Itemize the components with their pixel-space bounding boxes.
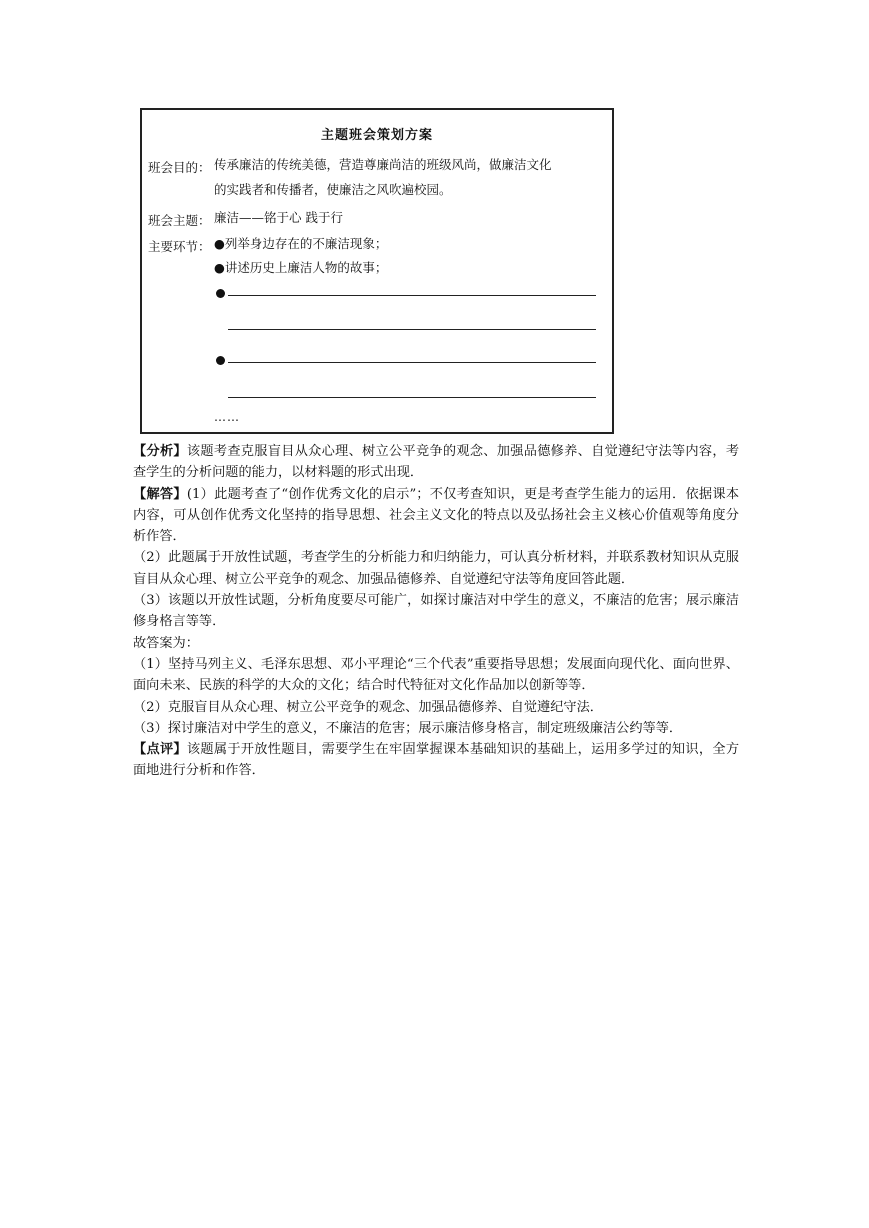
blank-line-1 <box>228 295 596 296</box>
theme-label: 班会主题： <box>148 213 211 228</box>
purpose-line-1: 传承廉洁的传统美德，营造尊廉尚洁的班级风尚，做廉洁文化 <box>214 157 552 172</box>
comment-tag: 【点评】 <box>133 742 187 758</box>
solution-part-1: (1）此题考查了“创作优秀文化的启示”；不仅考查知识，更是考查学生能力的运用．依据课本内容，可从创作优秀文化坚持的指导思想、社会主义文化的特点以及弘扬社会主义核心价值观等角度分析作答． <box>133 486 740 545</box>
purpose-line-2: 的实践者和传播者，使廉洁之风吹遍校园。 <box>214 182 452 197</box>
bullet-dot-4 <box>216 356 225 365</box>
blank-line-4 <box>228 397 596 398</box>
answer-section <box>133 441 739 782</box>
analysis-tag: 【分析】 <box>133 444 187 459</box>
analysis-paragraph <box>133 441 739 484</box>
plan-ellipsis: …… <box>214 410 240 424</box>
solution-part-2: （2）此题属于开放性试题，考查学生的分析能力和归纳能力，可认真分析材料，并联系教材知识从克服盲目从众心理、树立公平竞争的观念、加强品德修养、自觉遵纪守法等角度回答此题． <box>133 550 739 587</box>
step-1: ●列举身边存在的不廉洁现象； <box>214 236 388 251</box>
theme-text: 廉洁——铭于心 践于行 <box>214 210 343 225</box>
blank-line-2 <box>228 329 596 330</box>
plan-image <box>140 108 614 434</box>
bullet-dot-3 <box>216 289 225 298</box>
blank-line-3 <box>228 362 596 363</box>
solution-paragraph <box>133 484 739 548</box>
answer-1: （1）坚持马列主义、毛泽东思想、邓小平理论“三个代表”重要指导思想；发展面向现代化、面向世界、面向未来、民族的科学的大众的文化；结合时代特征对文化作品加以创新等等． <box>133 656 739 694</box>
purpose-label: 班会目的： <box>148 160 211 175</box>
comment-text: 该题属于开放性题目，需要学生在牢固掌握课本基础知识的基础上，运用多学过的知识，全方面地进行分析和作答． <box>133 742 740 779</box>
step-2: ●讲述历史上廉洁人物的故事； <box>214 260 388 275</box>
plan-title: 主题班会策划方案 <box>320 128 433 143</box>
answer-3: （3）探讨廉洁对中学生的意义，不廉洁的危害；展示廉洁修身格言，制定班级廉洁公约等等． <box>133 720 683 736</box>
answer-2: （2）克服盲目从众心理、树立公平竞争的观念、加强品德修养、自觉遵纪守法． <box>133 699 603 715</box>
answer-intro: 故答案为： <box>133 635 199 651</box>
solution-tag: 【解答】 <box>133 486 187 502</box>
comment-paragraph <box>133 739 739 782</box>
steps-label: 主要环节： <box>148 239 211 254</box>
analysis-text: 该题考查克服盲目从众心理、树立公平竞争的观念、加强品德修养、自觉遵纪守法等内容，考查学生的分析问题的能力，以材料题的形式出现． <box>133 444 740 481</box>
solution-part-3: （3）该题以开放性试题，分析角度要尽可能广，如探讨廉洁对中学生的意义，不廉洁的危害；展示廉洁修身格言等等． <box>133 593 739 630</box>
